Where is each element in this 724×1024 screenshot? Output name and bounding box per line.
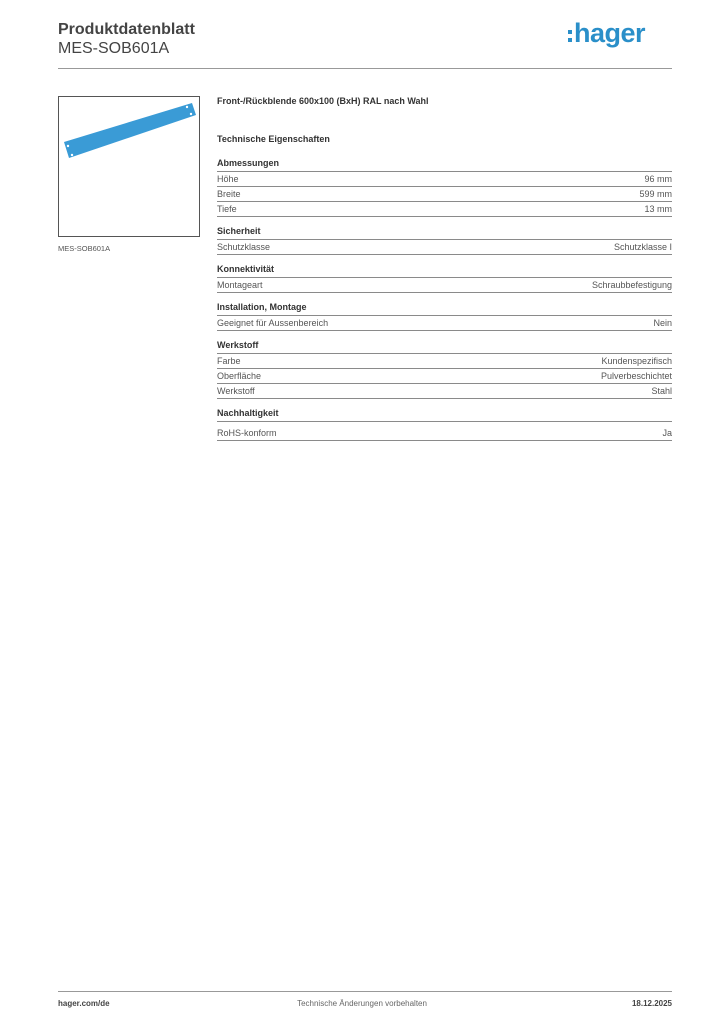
property-label: Farbe <box>217 356 241 366</box>
property-groups <box>217 158 672 441</box>
property-group <box>217 340 672 399</box>
property-row <box>217 278 672 293</box>
footer-disclaimer: Technische Änderungen vorbehalten <box>297 999 427 1008</box>
main-content <box>217 96 672 441</box>
property-row <box>217 172 672 187</box>
product-title: Front-/Rückblende 600x100 (BxH) RAL nach Wahl <box>217 96 429 106</box>
property-value: Schraubbefestigung <box>591 280 672 290</box>
property-value: Schutzklasse I <box>613 242 672 252</box>
property-row <box>217 202 672 217</box>
property-label: Schutzklasse <box>217 242 271 252</box>
property-value: Kundenspezifisch <box>601 356 672 366</box>
property-row <box>217 369 672 384</box>
section-heading: Technische Eigenschaften <box>217 134 330 144</box>
property-group <box>217 226 672 255</box>
group-title: Abmessungen <box>217 158 672 172</box>
property-value: Ja <box>662 428 672 438</box>
property-group <box>217 302 672 331</box>
group-title: Nachhaltigkeit <box>217 408 672 422</box>
property-value: Nein <box>653 318 672 328</box>
property-row <box>217 426 672 441</box>
product-image-caption: MES-SOB601A <box>58 244 111 253</box>
property-row <box>217 316 672 331</box>
property-label: Tiefe <box>217 204 237 214</box>
header-divider <box>58 68 672 69</box>
property-row <box>217 354 672 369</box>
property-value: Stahl <box>651 386 672 396</box>
property-label: Breite <box>217 189 241 199</box>
property-value: 96 mm <box>644 174 672 184</box>
hager-logo <box>568 18 645 49</box>
property-label: Höhe <box>217 174 239 184</box>
page-title: Produktdatenblatt <box>58 21 195 38</box>
property-label: RoHS-konform <box>217 428 277 438</box>
property-value: 599 mm <box>639 189 672 199</box>
footer-website: hager.com/de <box>58 999 110 1008</box>
product-code: MES-SOB601A <box>58 40 170 57</box>
group-title: Werkstoff <box>217 340 672 354</box>
logo-dots-icon <box>568 30 572 42</box>
property-group <box>217 158 672 217</box>
property-label: Geeignet für Aussenbereich <box>217 318 329 328</box>
property-label: Montageart <box>217 280 263 290</box>
footer-divider <box>58 991 672 992</box>
property-row <box>217 187 672 202</box>
property-label: Werkstoff <box>217 386 255 396</box>
property-row <box>217 384 672 399</box>
product-image-frame <box>58 96 200 237</box>
property-group <box>217 408 672 441</box>
property-group <box>217 264 672 293</box>
property-value: Pulverbeschichtet <box>600 371 672 381</box>
property-row <box>217 240 672 255</box>
group-title: Konnektivität <box>217 264 672 278</box>
logo-text: hager <box>574 18 646 48</box>
product-image <box>59 97 199 236</box>
group-title: Installation, Montage <box>217 302 672 316</box>
footer-date: 18.12.2025 <box>631 999 672 1008</box>
group-title: Sicherheit <box>217 226 672 240</box>
property-value: 13 mm <box>644 204 672 214</box>
property-label: Oberfläche <box>217 371 262 381</box>
